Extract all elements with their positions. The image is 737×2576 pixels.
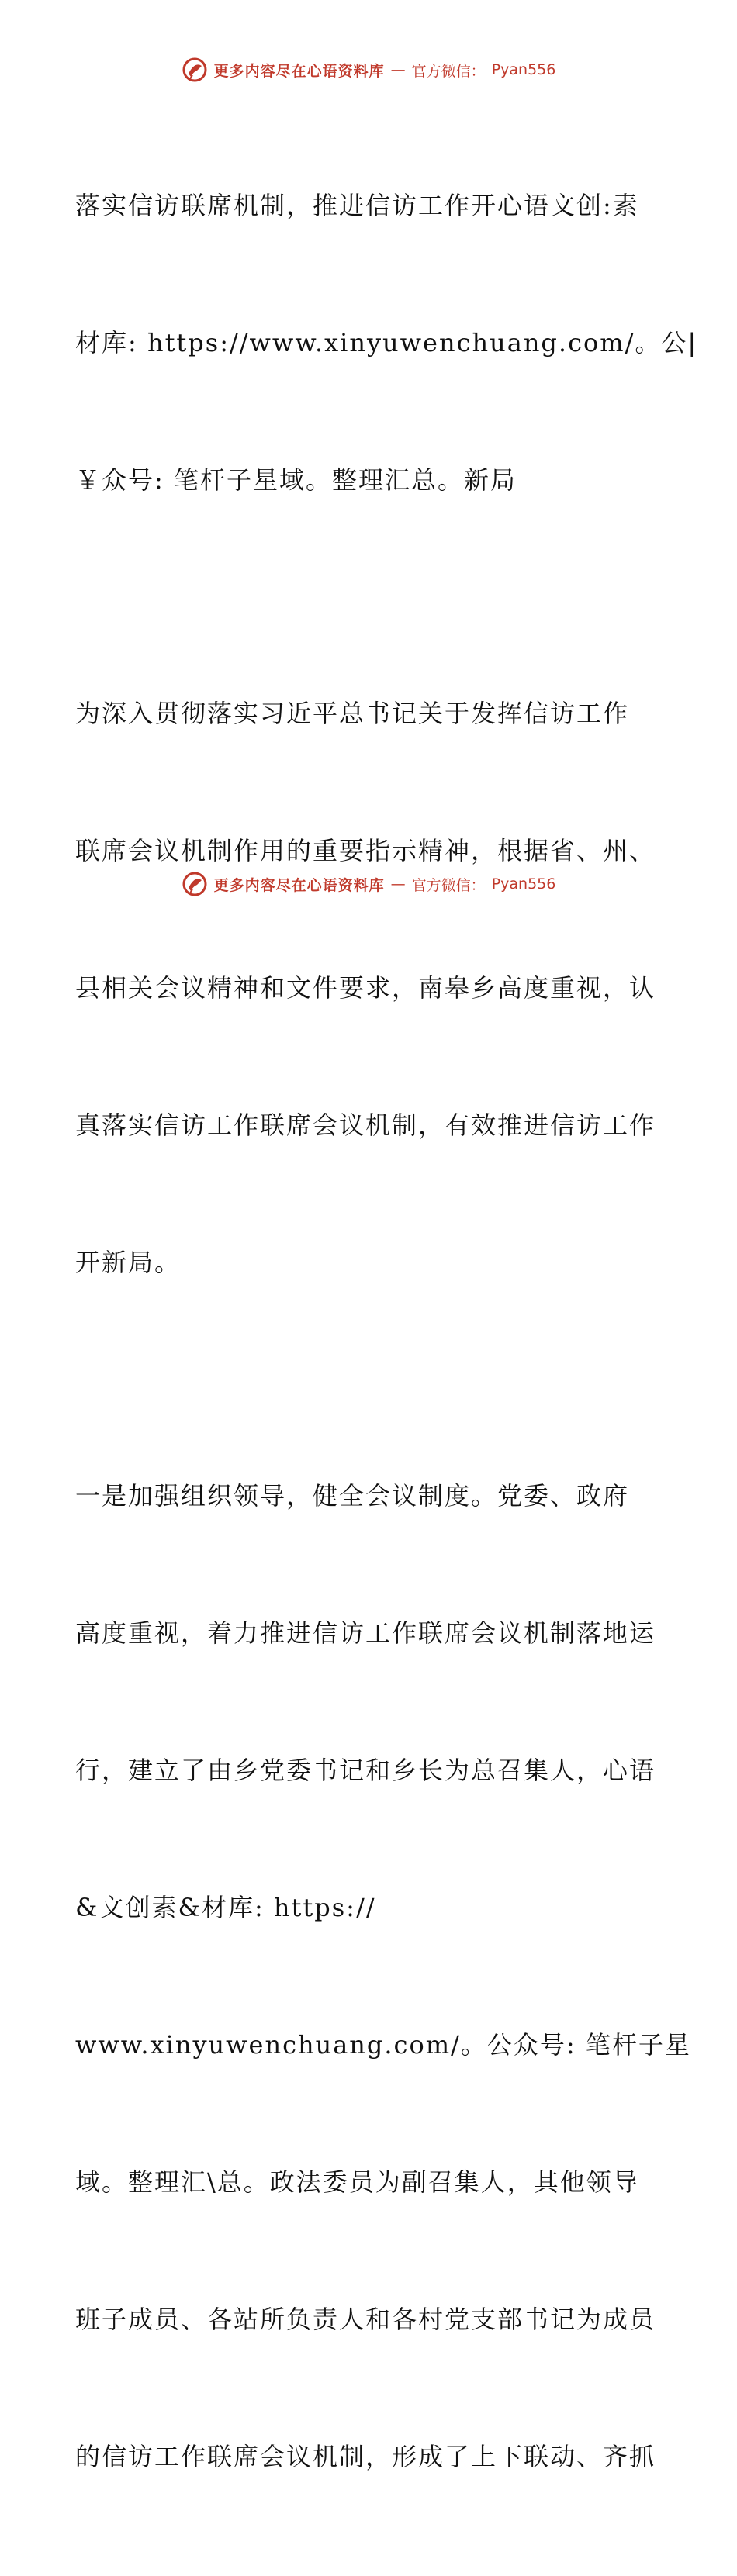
- watermark-wechat-id: Pyan556: [491, 875, 556, 893]
- watermark-separator: —: [390, 61, 406, 78]
- text-line: 的信访工作联席会议机制，形成了上下联动、齐抓: [75, 2442, 656, 2471]
- watermark-wechat-label: 官方微信：: [411, 62, 486, 80]
- watermark-brand-text: 更多内容尽在心语资料库: [213, 62, 385, 80]
- paragraph-intro: [75, 599, 665, 1377]
- text-line: 班子成员、各站所负责人和各村党支部书记为成员: [75, 2305, 656, 2334]
- watermark-separator: —: [390, 875, 406, 893]
- watermark-wechat-id: Pyan556: [491, 61, 556, 78]
- text-line: www.xinyuwenchuang.com/。公众号: 笔杆子星: [75, 2030, 691, 2060]
- brand-logo-icon: [182, 871, 208, 897]
- text-line: 为深入贯彻落实习近平总书记关于发挥信访工作: [75, 699, 630, 728]
- text-line: 县相关会议精神和文件要求，南皋乡高度重视，认: [75, 973, 656, 1003]
- text-line: ￥众号: 笔杆子星域。整理汇总。新局: [75, 465, 517, 495]
- text-line: 域。整理汇\总。政法委员为副召集人，其他领导: [75, 2167, 639, 2197]
- paragraph-section-one: [75, 1382, 691, 2571]
- header-watermark: [0, 54, 737, 85]
- brand-logo-icon: [182, 57, 208, 83]
- document-body: [75, 92, 698, 2576]
- text-line: 开新局。: [75, 1248, 182, 1277]
- text-line: 真落实信访工作联席会议机制，有效推进信访工作: [75, 1110, 656, 1140]
- watermark-brand-text: 更多内容尽在心语资料库: [213, 876, 385, 894]
- text-line: 一是加强组织领导，健全会议制度。党委、政府: [75, 1481, 630, 1511]
- text-line: 落实信访联席机制，推进信访工作开心语文创:素: [75, 191, 639, 220]
- text-line: 行，建立了由乡党委书记和乡长为总召集人，心语: [75, 1756, 656, 1785]
- text-line: 高度重视，着力推进信访工作联席会议机制落地运: [75, 1618, 656, 1648]
- text-line: &文创素&材库: https://: [75, 1893, 376, 1922]
- text-line: 材库: https://www.xinyuwenchuang.com/。公|: [75, 328, 698, 357]
- text-line: 联席会议机制作用的重要指示精神，根据省、州、: [75, 836, 656, 865]
- footer-watermark: [0, 868, 737, 900]
- paragraph-title: [75, 92, 698, 595]
- watermark-wechat-label: 官方微信：: [411, 876, 486, 894]
